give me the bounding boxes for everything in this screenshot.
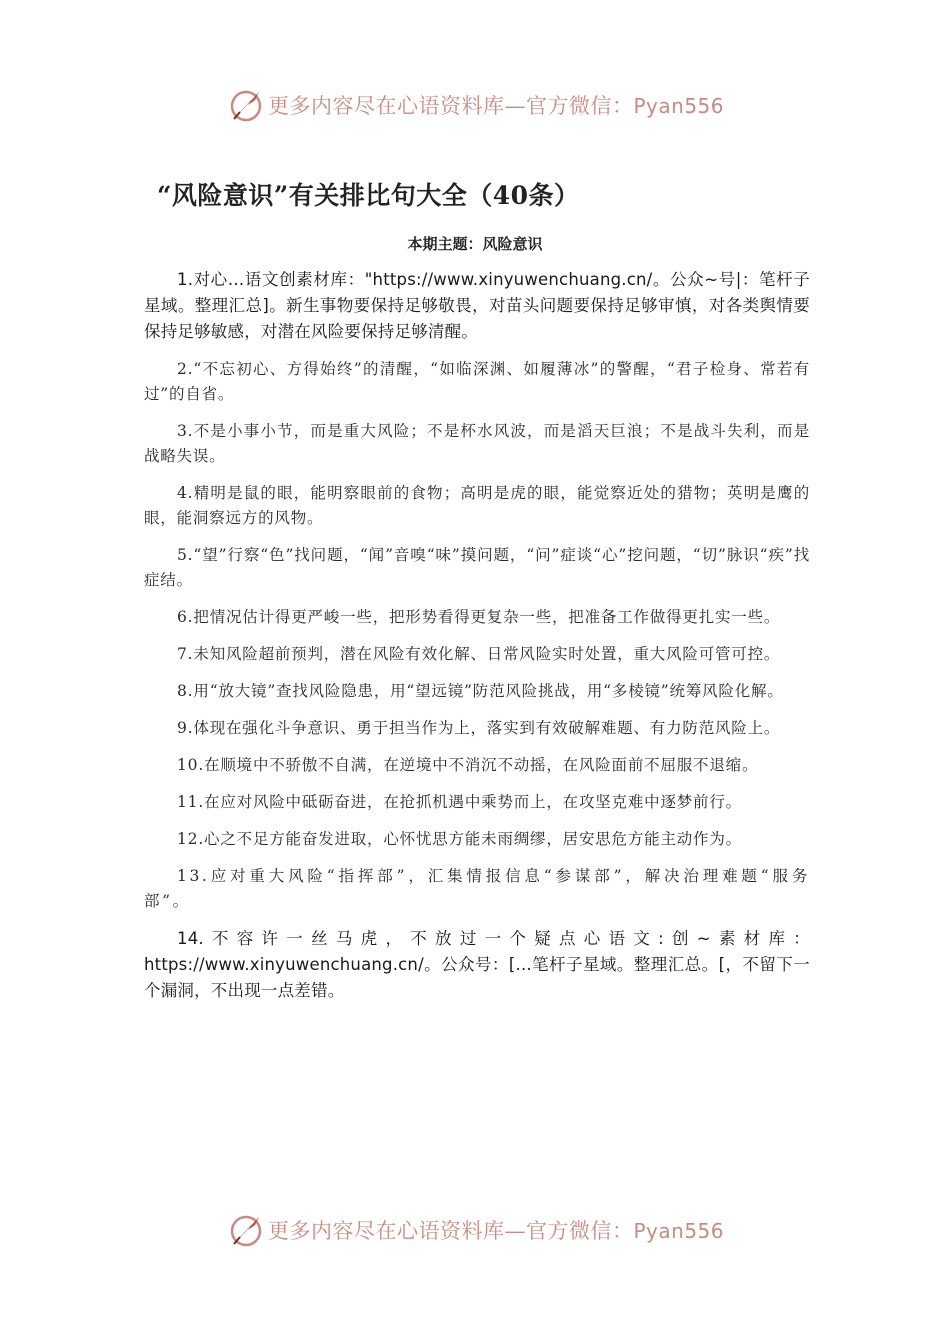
header-wechat-id: Pyan556 — [633, 94, 724, 118]
list-item: 5.“望”行察“色”找问题，“闻”音嗅“味”摸问题，“问”症谈“心”挖问题，“切”脉识“疾”找症结。 — [144, 546, 810, 589]
list-item: 1.对心…语文创素材库："https://www.xinyuwenchuang.cn/。公众~号|：笔杆子星域。整理汇总]。新生事物要保持足够敬畏，对苗头问题要保持足够审慎，对各类舆情要保持足够敏感，对潜在风险要保持足够清醒。 — [144, 270, 810, 341]
list-item: 7.未知风险超前预判，潜在风险有效化解、日常风险实时处置，重大风险可管可控。 — [177, 645, 781, 663]
list-item: 14.不容许一丝马虎，不放过一个疑点心语文:创~素材库：https://www.xinyuwenchuang.cn/。公众号：[...笔杆子星域。整理汇总。[，不留下一个漏洞，不出现一点差错。 — [144, 929, 810, 1000]
document-title: “风险意识”有关排比句大全（40条） — [157, 181, 580, 210]
list-item: 2.“不忘初心、方得始终”的清醒，“如临深渊、如履薄冰”的警醒，“君子检身、常若有过”的自省。 — [144, 360, 810, 403]
list-item: 3.不是小事小节，而是重大风险；不是杯水风波，而是滔天巨浪；不是战斗失利，而是战略失误。 — [144, 422, 810, 465]
footer-banner — [0, 1208, 950, 1252]
quill-logo-icon — [226, 85, 266, 125]
list-item: 12.心之不足方能奋发进取，心怀忧思方能未雨绸缪，居安思危方能主动作为。 — [177, 830, 742, 848]
list-item: 11.在应对风险中砥砺奋进，在抢抓机遇中乘势而上，在攻坚克难中逐梦前行。 — [177, 793, 742, 811]
list-item: 8.用“放大镜”查找风险隐患，用“望远镜”防范风险挑战，用“多棱镜”统筹风险化解。 — [177, 682, 784, 700]
quill-logo-icon — [226, 1210, 266, 1250]
footer-banner-text: 更多内容尽在心语资料库—官方微信：Pyan556 — [267, 1219, 724, 1243]
list-item: 10.在顺境中不骄傲不自满，在逆境中不消沉不动摇，在风险面前不屈服不退缩。 — [177, 756, 759, 774]
list-item: 6.把情况估计得更严峻一些，把形势看得更复杂一些，把准备工作做得更扎实一些。 — [177, 608, 781, 626]
header-banner — [0, 83, 950, 127]
list-item: 4.精明是鼠的眼，能明察眼前的食物；高明是虎的眼，能觉察近处的猎物；英明是鹰的眼，能洞察远方的风物。 — [144, 484, 810, 527]
footer-wechat-id: Pyan556 — [633, 1219, 724, 1243]
list-item: 9.体现在强化斗争意识、勇于担当作为上，落实到有效破解难题、有力防范风险上。 — [177, 719, 781, 737]
header-banner-text: 更多内容尽在心语资料库—官方微信：Pyan556 — [267, 94, 724, 118]
sentence-list — [144, 267, 810, 1016]
document-subtitle: 本期主题：风险意识 — [407, 235, 543, 253]
list-item: 13.应对重大风险“指挥部”，汇集情报信息“参谋部”，解决治理难题“服务部”。 — [144, 867, 810, 910]
